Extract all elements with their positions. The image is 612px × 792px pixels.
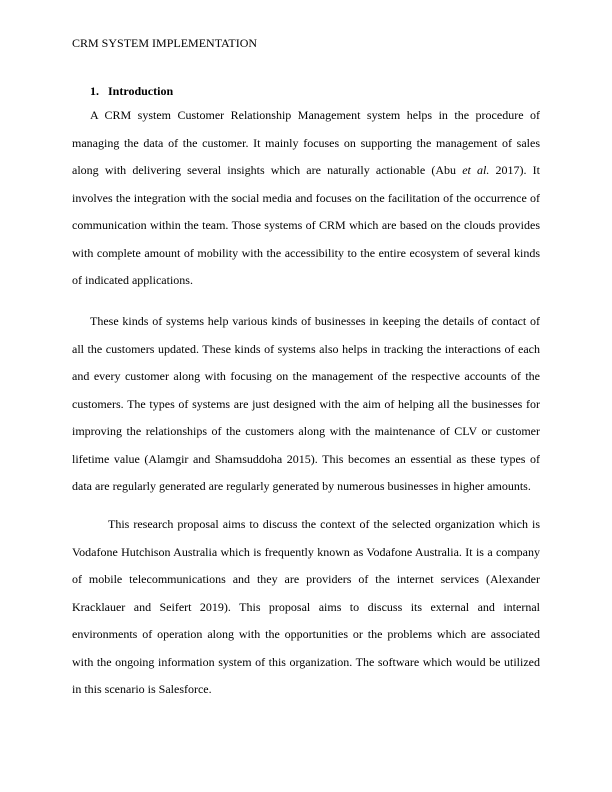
citation-et-al: et al. bbox=[462, 163, 490, 177]
paragraph-research-proposal: This research proposal aims to discuss the context of the selected organization which is Vodafone Hutchison Australia which is frequently known as Vodafone Australia. It is a company of mobile telecommunications and they are providers of the internet services (Alexander Kracklauer and Seifert 2019). This proposal aims to discuss its external and internal environments of operation along with the opportunities or the problems which are associated with the ongoing information system of this organization. The software which would be utilized in this scenario is Salesforce. bbox=[72, 517, 540, 696]
section-title: Introduction bbox=[108, 84, 174, 98]
paragraph-text: A CRM system Customer Relationship Management system helps in the procedure of managing the data of the customer. It mainly focuses on supporting the management of sales along with delivering several insights which are naturally actionable (Abu bbox=[72, 108, 540, 177]
paragraph-intro bbox=[72, 102, 540, 295]
paragraph-crm-benefits: These kinds of systems help various kinds of businesses in keeping the details of contact of all the customers updated. These kinds of systems also helps in tracking the interactions of each and every customer along with focusing on the management of the respective accounts of the customers. The types of systems are just designed with the aim of helping all the businesses for improving the relationships of the customers along with the maintenance of CLV or customer lifetime value (Alamgir and Shamsuddoha 2015). This becomes an essential as these types of data are regularly generated are regularly generated by numerous businesses in higher amounts. bbox=[72, 314, 540, 493]
page-header: CRM SYSTEM IMPLEMENTATION bbox=[72, 36, 258, 50]
section-number: 1. bbox=[90, 84, 99, 98]
paragraph-text: 2017). It involves the integration with the social media and focuses on the facilitation of the occurrence of communication within the team. Those systems of CRM which are based on the clouds provides with complete amount of mobility with the accessibility to the entire ecosystem of several kinds of indicated applications. bbox=[72, 163, 541, 287]
section-heading bbox=[90, 84, 173, 98]
